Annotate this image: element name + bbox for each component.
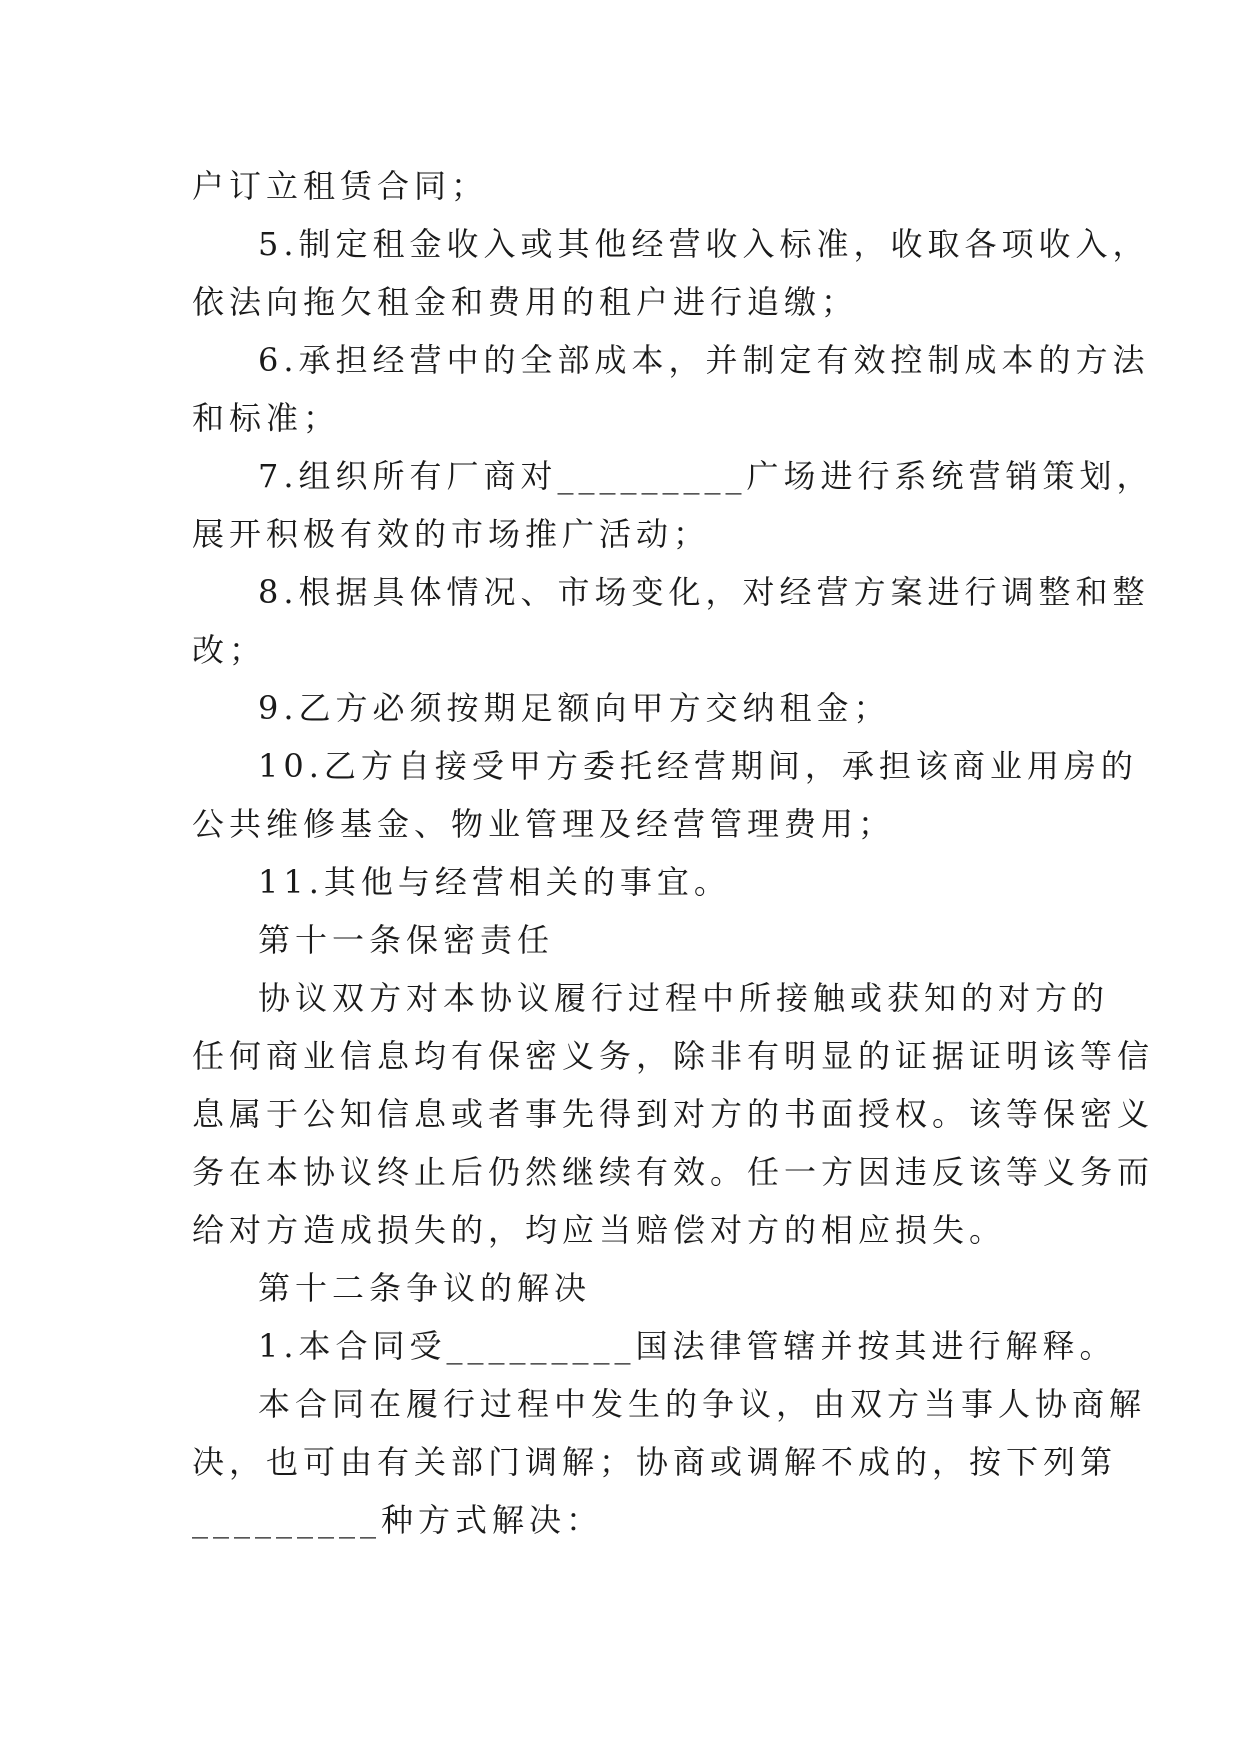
section-heading: 第十二条争议的解决 <box>258 1269 592 1307</box>
text-line: 7.组织所有厂商对_________广场进行系统营销策划， <box>258 457 1154 495</box>
text-line: 5.制定租金收入或其他经营收入标准，收取各项收入， <box>258 225 1150 263</box>
section-heading: 第十一条保密责任 <box>258 921 555 959</box>
text-line: 户订立租赁合同； <box>192 167 489 205</box>
text-line: 和标准； <box>192 399 341 437</box>
text-line: 本合同在履行过程中发生的争议，由双方当事人协商解 <box>258 1385 1147 1423</box>
text-line: 10.乙方自接受甲方委托经营期间，承担该商业用房的 <box>258 747 1138 785</box>
text-line: 9.乙方必须按期足额向甲方交纳租金； <box>258 689 891 727</box>
text-line: 公共维修基金、物业管理及经营管理费用； <box>192 805 896 843</box>
text-line: 决，也可由有关部门调解；协商或调解不成的，按下列第 <box>192 1443 1118 1481</box>
text-line: 协议双方对本协议履行过程中所接触或获知的对方的 <box>258 979 1110 1017</box>
text-line: 给对方造成损失的，均应当赔偿对方的相应损失。 <box>192 1211 1007 1249</box>
text-line: 展开积极有效的市场推广活动； <box>192 515 711 553</box>
text-line: 改； <box>192 631 267 669</box>
text-line: _________种方式解决： <box>192 1501 604 1539</box>
text-line: 任何商业信息均有保密义务，除非有明显的证据证明该等信 <box>192 1037 1155 1075</box>
text-line: 依法向拖欠租金和费用的租户进行追缴； <box>192 283 859 321</box>
text-line: 息属于公知信息或者事先得到对方的书面授权。该等保密义 <box>192 1095 1155 1133</box>
text-line: 8.根据具体情况、市场变化，对经营方案进行调整和整 <box>258 573 1150 611</box>
text-line: 6.承担经营中的全部成本，并制定有效控制成本的方法 <box>258 341 1150 379</box>
text-line: 1.本合同受_________国法律管辖并按其进行解释。 <box>258 1327 1117 1365</box>
text-line: 务在本协议终止后仍然继续有效。任一方因违反该等义务而 <box>192 1153 1155 1191</box>
text-line: 11.其他与经营相关的事宜。 <box>258 863 731 901</box>
